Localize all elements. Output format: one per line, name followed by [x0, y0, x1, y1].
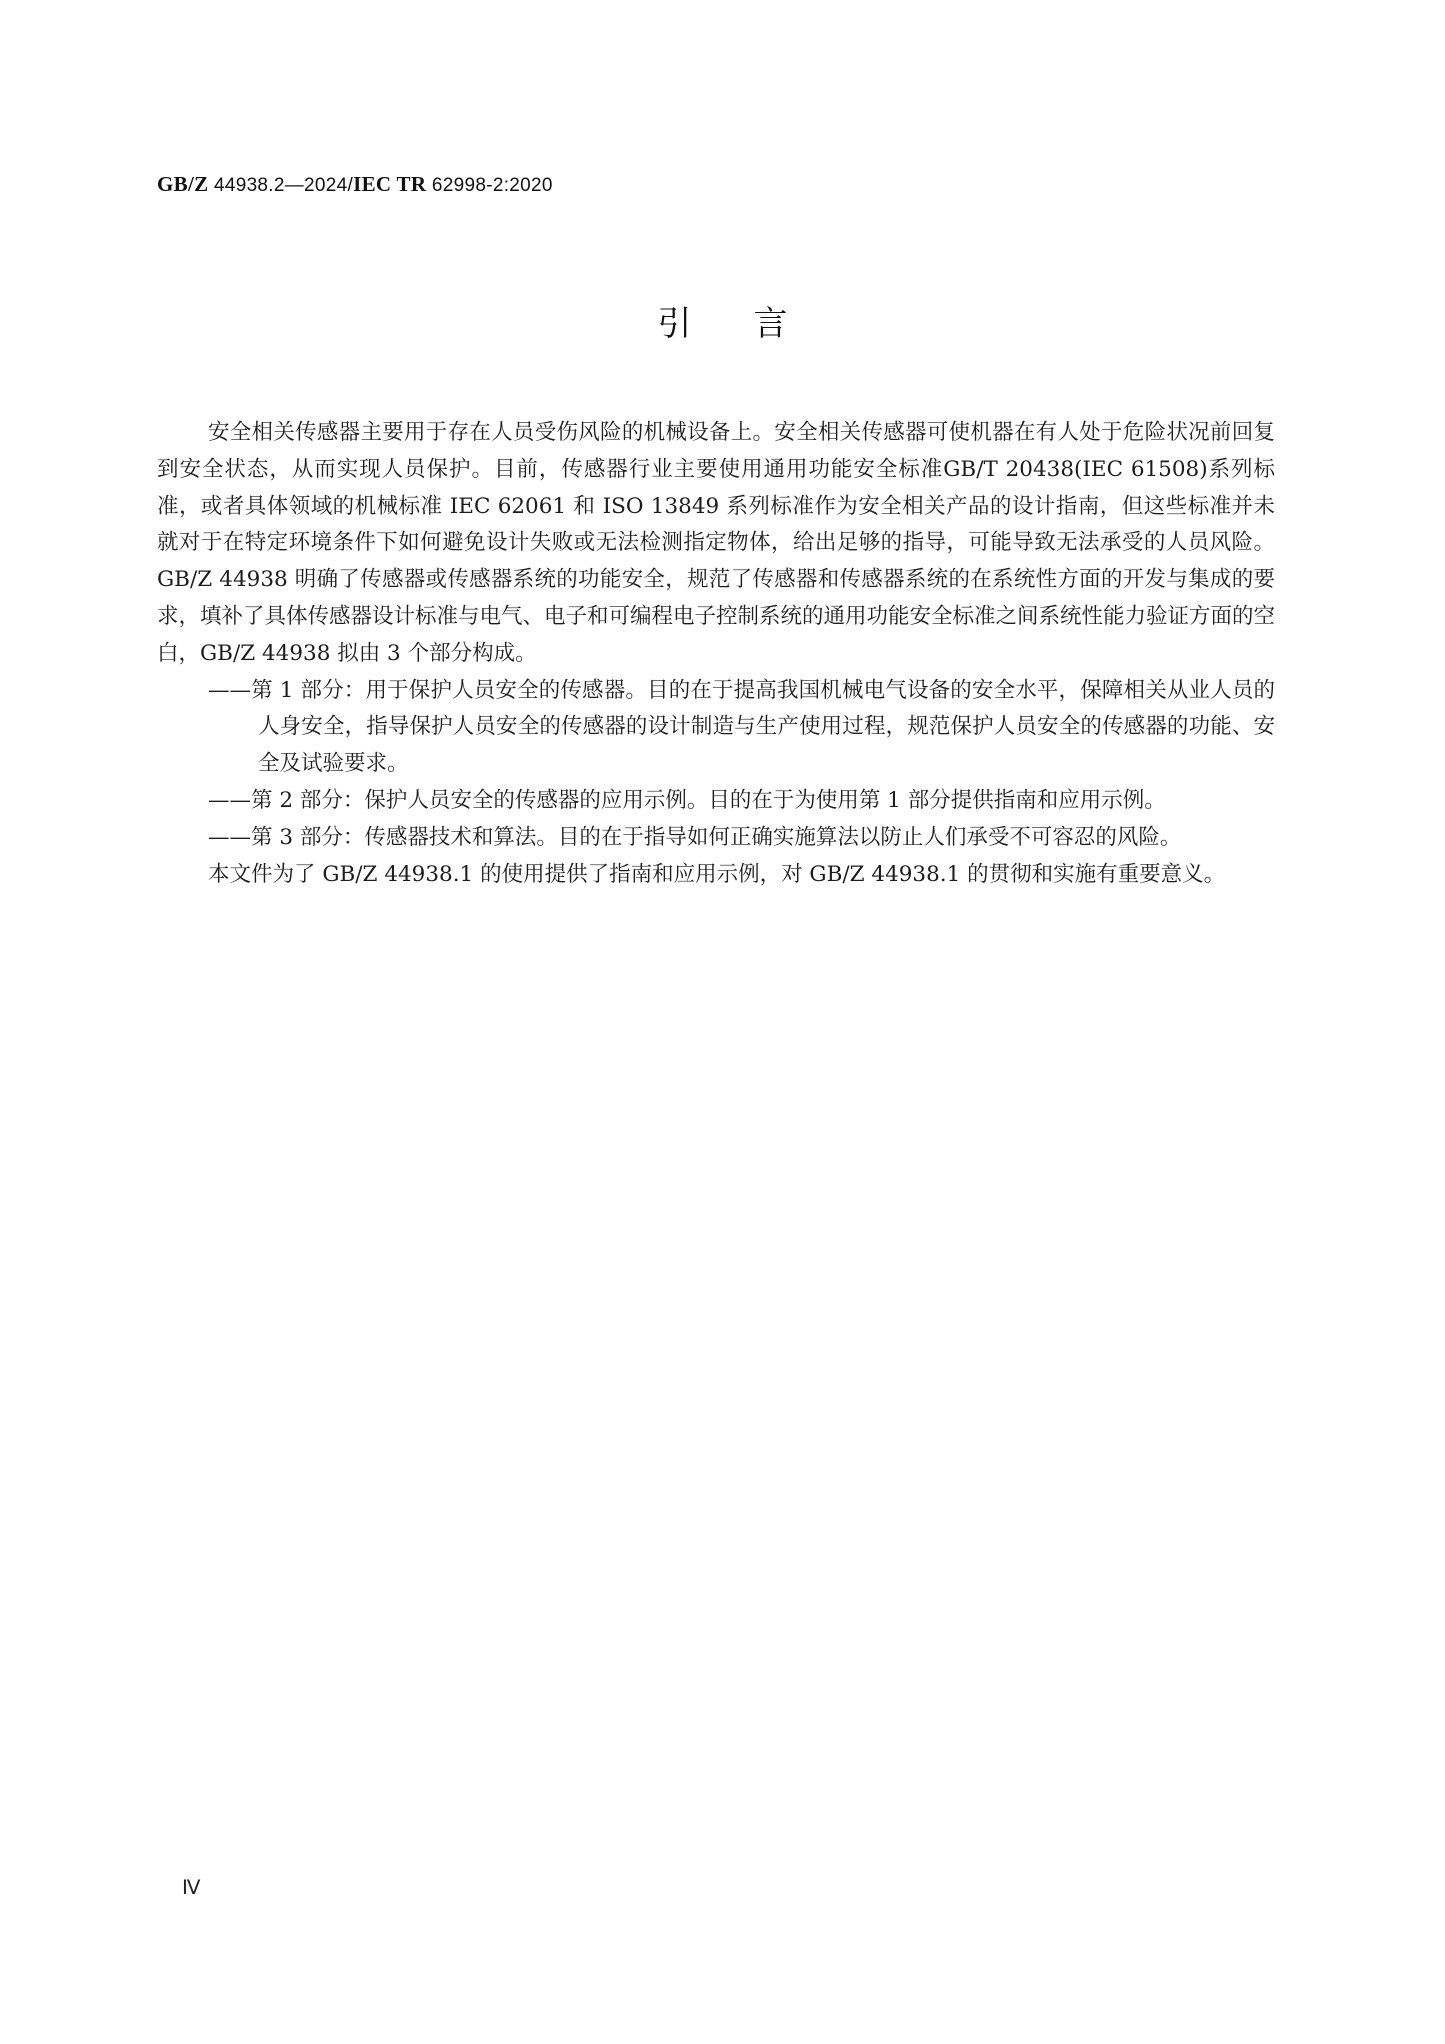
part-2-list-item: ——第 2 部分：保护人员安全的传感器的应用示例。目的在于为使用第 1 部分提供指南和应用示例。: [208, 787, 1166, 813]
iec-prefix: IEC TR: [353, 172, 427, 196]
document-header: [157, 172, 553, 197]
page-title: 引言: [657, 304, 850, 344]
part-1-list-item: ——第 1 部分：用于保护人员安全的传感器。目的在于提高我国机械电气设备的安全水平，保障相关从业人员的人身安全，指导保护人员安全的传感器的设计制造与生产使用过程，规范保护人员安全的传感器的功能、安全及试验要求。: [208, 677, 1275, 777]
intro-paragraph: 安全相关传感器主要用于存在人员受伤风险的机械设备上。安全相关传感器可使机器在有人处于危险状况前回复到安全状态，从而实现人员保护。目前，传感器行业主要使用通用功能安全标准GB/T 20438(IEC 61508)系列标准，或者具体领域的机械标准 IEC 62061 和 ISO 13849 系列标准作为安全相关产品的设计指南，但这些标准并未就对于在特定环境条件下如何避免设计失败或无法检测指定物体，给出足够的指导，可能导致无法承受的人员风险。GB/Z 44938 明确了传感器或传感器系统的功能安全，规范了传感器和传感器系统的在系统性方面的开发与集成的要求，填补了具体传感器设计标准与电气、电子和可编程电子控制系统的通用功能安全标准之间系统性能力验证方面的空白，GB/Z 44938 拟由 3 个部分构成。: [157, 420, 1276, 666]
iec-number: 62998-2:2020: [426, 175, 553, 196]
standard-number: 44938.2—2024/: [208, 175, 354, 196]
document-body: [157, 415, 1275, 893]
standard-prefix: GB/Z: [157, 172, 209, 196]
part-3-list-item: ——第 3 部分：传感器技术和算法。目的在于指导如何正确实施算法以防止人们承受不可容忍的风险。: [208, 824, 1182, 850]
closing-paragraph: 本文件为了 GB/Z 44938.1 的使用提供了指南和应用示例，对 GB/Z 44938.1 的贯彻和实施有重要意义。: [208, 861, 1226, 887]
page-number: Ⅳ: [182, 1877, 201, 1899]
